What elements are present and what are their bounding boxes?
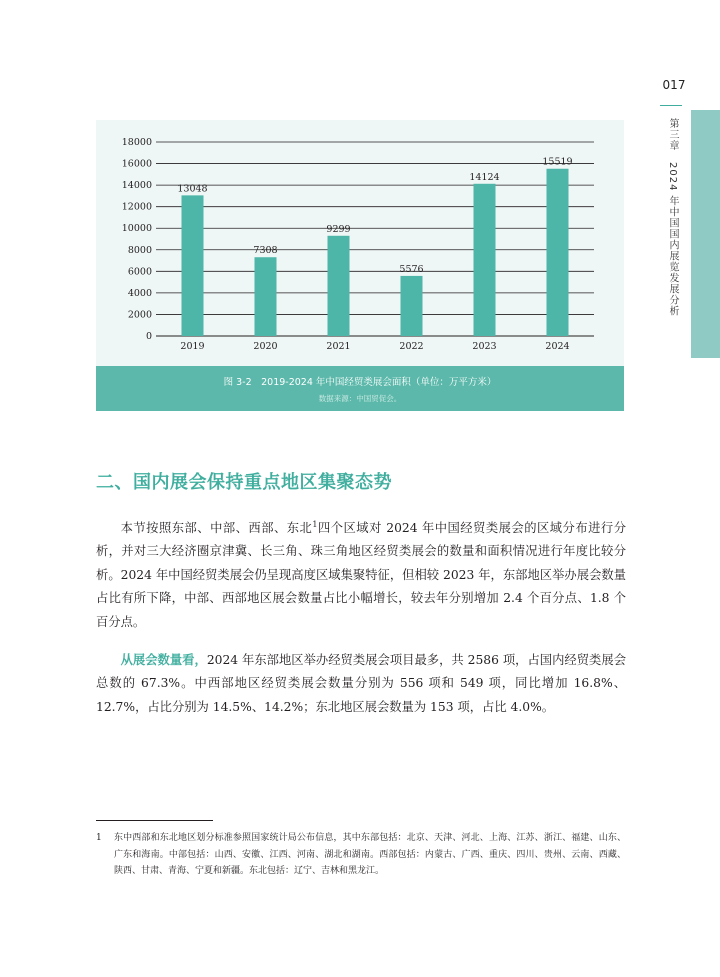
- paragraph-regional-distribution: [96, 517, 626, 634]
- bar: [255, 257, 277, 336]
- p1-text-rest: 四个区域对 2024 年中国经贸类展会的区域分布进行分析，并对三大经济圈京津冀、长三角、珠三角地区经贸类展会的数量和面积情况进行年度比较分析。2024 年中国经贸类展会仍呈现高度区域集聚特征，但相较 2023 年，东部地区举办展会数量占比有所下降，中部、西部地区展会数量占比小幅增长，较去年分别增加 2.4 个百分点、1.8 个百分点。: [96, 521, 626, 629]
- x-tick-label: 2021: [326, 341, 351, 352]
- x-tick-label: 2019: [180, 341, 205, 352]
- y-tick-label: 16000: [121, 158, 152, 170]
- x-tick-label: 2024: [545, 341, 570, 352]
- bar: [401, 276, 423, 336]
- paragraph-exhibition-count: [96, 649, 626, 719]
- y-tick-label: 6000: [127, 266, 152, 278]
- chapter-tab: [691, 110, 720, 358]
- p1-text-start: 本节按照东部、中部、西部、东北: [120, 521, 313, 535]
- figure-caption: 图 3-2 2019-2024 年中国经贸类展会面积（单位：万平方米）: [223, 377, 497, 388]
- bar-chart: [96, 120, 624, 366]
- y-tick-label: 4000: [127, 287, 152, 299]
- data-label: 7308: [253, 245, 278, 257]
- bar: [182, 195, 204, 336]
- bar: [547, 169, 569, 336]
- footnote-number: 1: [96, 833, 102, 843]
- x-tick-label: 2020: [253, 341, 278, 352]
- p2-lead: 从展会数量看，: [120, 653, 207, 667]
- footnote-text: 东中西部和东北地区划分标准参照国家统计局公布信息，其中东部包括：北京、天津、河北、上海、江苏、浙江、福建、山东、广东和海南。中部包括：山西、安徽、江西、河南、湖北和湖南。西部包括：内蒙古、广西、重庆、四川、贵州、云南、西藏、陕西、甘肃、青海、宁夏和新疆。东北包括：辽宁、吉林和黑龙江。: [114, 833, 626, 876]
- y-tick-label: 14000: [121, 180, 152, 192]
- data-label: 9299: [326, 223, 351, 235]
- data-label: 15519: [542, 156, 573, 168]
- data-label: 5576: [399, 263, 424, 275]
- figure-caption-band: [96, 366, 624, 411]
- page-number-rule: [660, 105, 682, 106]
- p2-text: 2024 年东部地区举办经贸类展会项目最多，共 2586 项，占国内经贸类展会总数的 67.3%。中西部地区经贸类展会数量分别为 556 项和 549 项，同比增加 16.8%、12.7%，占比分别为 14.5%、14.2%；东北地区展会数量为 153 项，占比 4.0%。: [96, 653, 626, 714]
- figure-3-2: [96, 120, 624, 411]
- data-label: 13048: [177, 183, 208, 195]
- section-heading: 二、国内展会保持重点地区集聚态势: [96, 472, 392, 493]
- footnote: [96, 830, 626, 880]
- bar: [328, 236, 350, 336]
- bar: [474, 184, 496, 336]
- chapter-side-label: 第三章 2024 年中国国内展览发展分析: [667, 118, 678, 317]
- footnote-ref[interactable]: 1: [312, 519, 318, 529]
- data-label: 14124: [469, 171, 500, 183]
- page-number: 017: [662, 78, 686, 92]
- y-tick-label: 8000: [127, 244, 152, 256]
- y-tick-label: 18000: [121, 137, 152, 148]
- y-tick-label: 12000: [121, 201, 152, 213]
- y-tick-label: 2000: [127, 309, 152, 321]
- y-tick-label: 0: [145, 331, 152, 342]
- x-tick-label: 2023: [472, 341, 497, 352]
- footnote-rule: [96, 820, 213, 821]
- y-tick-label: 10000: [121, 223, 152, 235]
- x-tick-label: 2022: [399, 341, 424, 352]
- figure-source: 数据来源：中国贸促会。: [318, 394, 402, 403]
